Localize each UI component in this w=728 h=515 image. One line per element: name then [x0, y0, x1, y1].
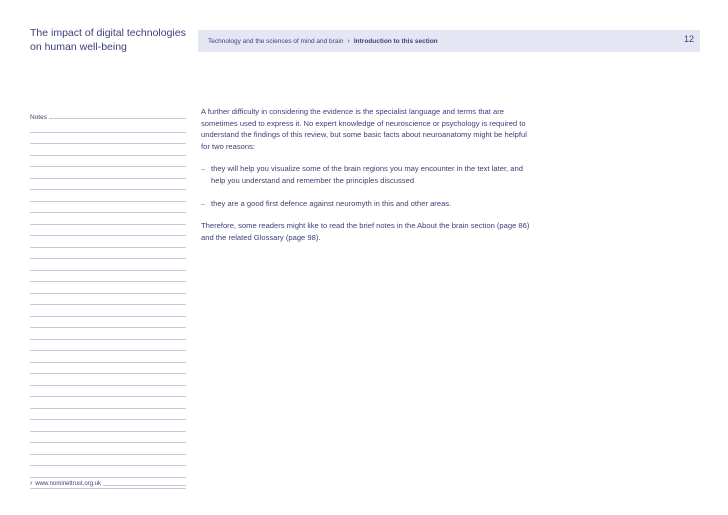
page-number: 12 [684, 34, 695, 44]
notes-panel [30, 110, 186, 489]
breadcrumb-parent[interactable]: Technology and the sciences of mind and brain [208, 37, 344, 45]
notes-line [30, 258, 186, 259]
chevron-right-icon: › [347, 37, 350, 45]
website-link[interactable]: www.nominettrust.org.uk [35, 481, 102, 487]
notes-line [30, 373, 186, 374]
list-item [201, 163, 531, 186]
notes-line [30, 247, 186, 248]
notes-line [30, 189, 186, 190]
breadcrumb [198, 30, 700, 52]
notes-line [30, 281, 186, 282]
notes-label: Notes [30, 114, 47, 121]
notes-header [30, 110, 186, 121]
breadcrumb-current: Introduction to this section [353, 37, 438, 45]
notes-line [30, 385, 186, 386]
notes-line [30, 270, 186, 271]
notes-line [30, 143, 186, 144]
document-title-line-2: on human well-being [30, 41, 127, 53]
bullet-text: they are a good first defence against neuromyth in this and other areas. [211, 198, 452, 208]
notes-line [30, 431, 186, 432]
notes-line [30, 408, 186, 409]
notes-line [30, 304, 186, 305]
bullet-text: they will help you visualize some of the brain regions you may encounter in the text later, and help you understand and remember the principles discussed [211, 164, 523, 185]
notes-line [30, 339, 186, 340]
notes-dotted-line [49, 118, 186, 119]
notes-line [30, 178, 186, 179]
notes-line [30, 488, 186, 489]
footer-link-row[interactable] [30, 478, 186, 488]
notes-line [30, 454, 186, 455]
notes-line [30, 224, 186, 225]
notes-line [30, 166, 186, 167]
notes-line [30, 316, 186, 317]
notes-line [30, 419, 186, 420]
document-title-line-1: The impact of digital technologies [30, 27, 186, 39]
notes-line [30, 293, 186, 294]
notes-line [30, 201, 186, 202]
notes-line [30, 350, 186, 351]
notes-line [30, 212, 186, 213]
dash-bullet-icon: – [201, 164, 206, 174]
notes-line [30, 396, 186, 397]
dash-bullet-icon: – [201, 198, 206, 208]
notes-line [30, 465, 186, 466]
notes-line [30, 155, 186, 156]
notes-line [30, 327, 186, 328]
notes-line [30, 362, 186, 363]
notes-line [30, 132, 186, 133]
arrow-right-icon: › [30, 480, 33, 487]
notes-line [30, 442, 186, 443]
document-title [30, 26, 190, 54]
closing-paragraph: Therefore, some readers might like to read the brief notes in the About the brain section (page 86) and the related Glossary (page 98). [201, 221, 530, 242]
main-content [201, 106, 531, 243]
notes-lines [30, 132, 186, 490]
list-item [201, 198, 531, 210]
notes-line [30, 235, 186, 236]
intro-paragraph: A further difficulty in considering the evidence is the specialist language and terms that are sometimes used to express it. No expert knowledge of neuroscience or psychology is required to understand the findings of this review, but some basic facts about neuroanatomy might be helpful for two reasons: [201, 107, 527, 151]
footer-dotted-line [103, 485, 186, 486]
